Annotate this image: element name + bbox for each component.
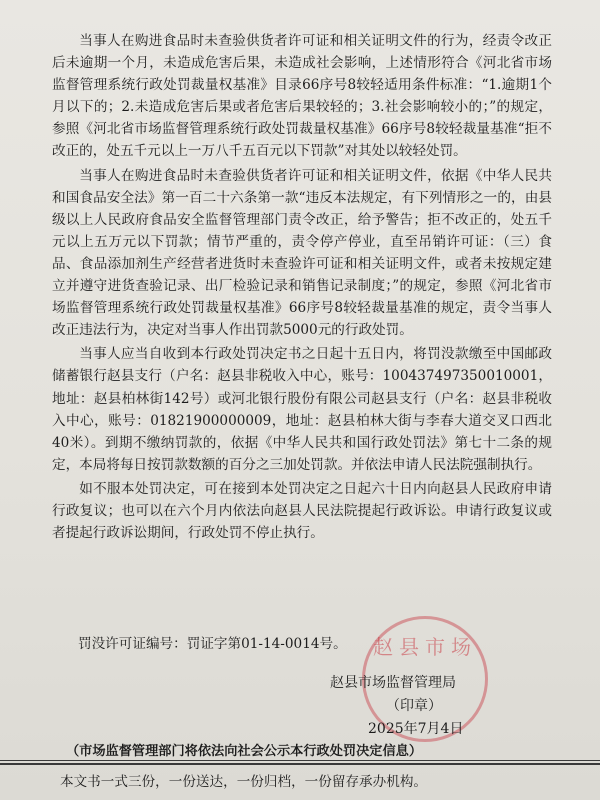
paragraph-discretion: 当事人在购进食品时未查验供货者许可证和相关证明文件的行为，经责令改正后未逾期一个月，未造成危害后果，未造成社会影响，上述情形符合《河北省市场监督管理系统行政处罚裁量权基准》目录66序号8较轻适用条件标准：“1.逾期1个月以下的；2.未造成危害后果或者危害后果较轻的；3.社会影响较小的；”的规定，参照《河北省市场监督管理系统行政处罚裁量权基准》66序号8较轻裁量基准“拒不改正的，处五千元以上一万八千五百元以下罚款”对其处以较轻处罚。 [52,33,552,160]
issuer-name: 赵县市场监督管理局 [330,675,456,691]
public-notice: （市场监督管理部门将依法向社会公示本行政处罚决定信息） [66,744,423,759]
divider-line [0,760,600,761]
paragraph-payment-instructions: 当事人应当自收到本行政处罚决定书之日起十五日内，将罚没款缴至中国邮政储蓄银行赵县支行（户名：赵县非税收入中心，账号：100437497350010001，地址：赵县柏林街142号）或河北银行股份有限公司赵县支行（户名：赵县非税收入中心，账号：01821900000009，地址：赵县柏林大街与李春大道交叉口西北40米）。到期不缴纳罚款的，依据《中华人民共和国行政处罚法》第七十二条的规定，本局将每日按罚款数额的百分之三加处罚款。并依法申请人民法院强制执行。 [52,346,552,473]
seal-text: 赵县市场 [373,635,477,659]
issue-date: 2025年7月4日 [368,721,464,737]
document-body [52,30,552,544]
divider-line-thick [0,763,600,765]
seal-label: （印章） [386,698,442,714]
license-number: 罚没许可证编号：罚证字第01-14-0014号。 [78,636,347,652]
copies-note: 本文书一式三份，一份送达，一份归档，一份留存承办机构。 [60,774,428,790]
paragraph-appeal-rights: 如不服本处罚决定，可在接到本处罚决定之日起六十日内向赵县人民政府申请行政复议；也可以在六个月内依法向赵县人民法院提起行政诉讼。申请行政复议或者提起行政诉讼期间，行政处罚不停止执行。 [52,480,552,542]
issuer-block [330,672,570,741]
paragraph-legal-basis: 当事人在购进食品时未查验供货者许可证和相关证明文件，依据《中华人民共和国食品安全法》第一百二十六条第一款“违反本法规定，有下列情形之一的，由县级以上人民政府食品安全监督管理部门责令改正，给予警告；拒不改正的，处五千元以上五万元以下罚款；情节严重的，责令停产停业，直至吊销许可证：（三）食品、食品添加剂生产经营者进货时未查验许可证和相关证明文件，或者未按规定建立并遵守进货查验记录、出厂检验记录和销售记录制度；”的规定，参照《河北省市场监督管理系统行政处罚裁量权基准》66序号8较轻裁量基准的规定，责令当事人改正违法行为，决定对当事人作出罚款5000元的行政处罚。 [52,167,552,339]
